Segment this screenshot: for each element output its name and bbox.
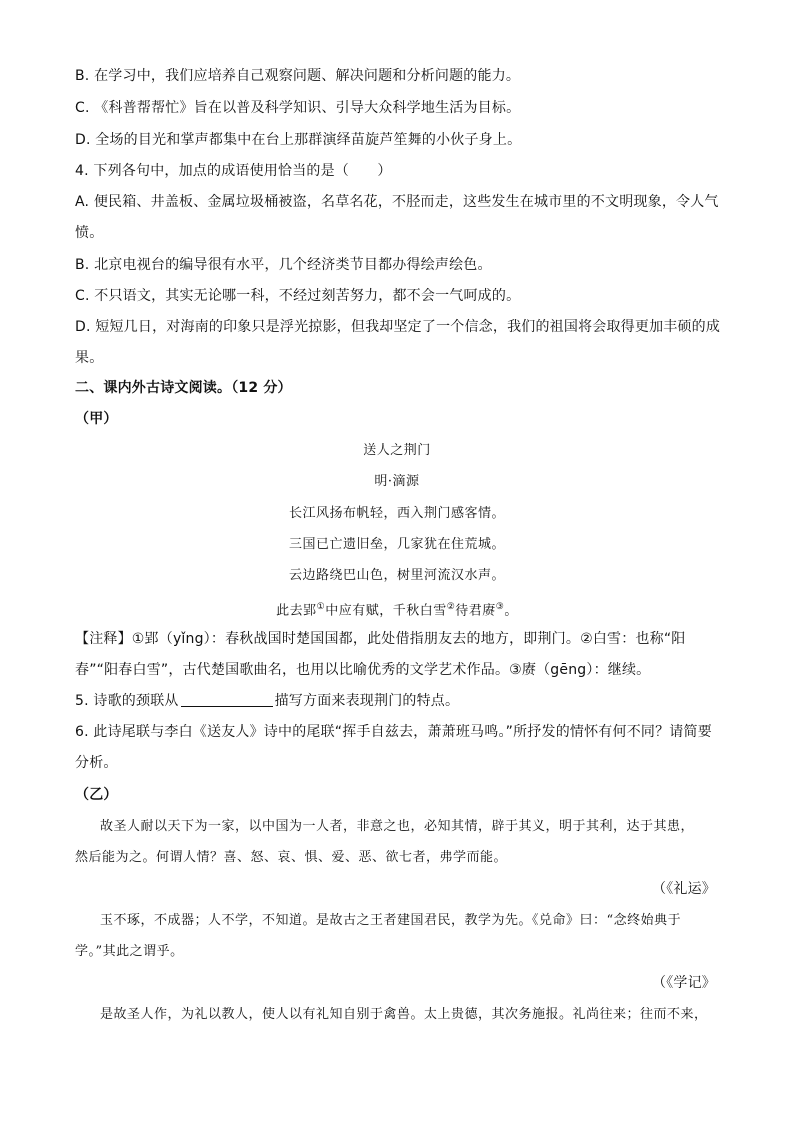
section-heading: 二、课内外古诗文阅读。（12 分） (75, 380, 292, 396)
option-d-q3: D. 全场的目光和掌声都集中在台上那群演绎苗旋芦笙舞的小伙子身上。 (75, 132, 522, 148)
poem-line-1: 长江风扬布帆轻，西入荆门感客情。 (288, 506, 505, 521)
notes-line-2: 春”“阳春白雪”，古代楚国歌曲名，也用以比喻优秀的文学艺术作品。③赓（gēng）：继续。 (75, 662, 651, 678)
option-d-q4-line1: D. 短短几日，对海南的印象只是浮光掠影，但我却坚定了一个信念，我们的祖国将会取得更加丰硕的成 (75, 319, 721, 335)
answer-blank[interactable] (181, 692, 273, 707)
passage-2-line2: 学。”其此之谓乎。 (75, 944, 184, 959)
poem-line-4-end: 。 (504, 603, 518, 619)
question-5 (75, 691, 725, 711)
poem-line-3: 云边路绕巴山色，树里河流汉水声。 (288, 568, 505, 583)
question-5-suffix: 描写方面来表现荆门的特点。 (274, 693, 460, 709)
part-jia-label: （甲） (75, 411, 118, 427)
option-b-q3: B. 在学习中，我们应培养自己观察问题、解决问题和分析问题的能力。 (75, 68, 521, 84)
poem-title: 送人之荆门 (363, 443, 431, 458)
question-5-prefix: 5. 诗歌的颈联从 (75, 693, 179, 709)
option-a-q4-line2: 愤。 (75, 225, 104, 241)
option-b-q4: B. 北京电视台的编导很有水平，几个经济类节目都办得绘声绘色。 (75, 257, 492, 273)
passage-1-line2: 然后能为之。何谓人情？喜、怒、哀、惧、爱、恶、欲七者，弗学而能。 (75, 850, 508, 865)
note-marker-3: ③ (495, 602, 505, 612)
poem-line-4-part2: 中应有赋，千秋白雪 (325, 603, 447, 619)
passage-3-line1: 是故圣人作，为礼以教人，使人以有礼知自别于禽兽。太上贵德，其次务施报。礼尚往来；往而不来， (100, 1007, 708, 1022)
poem-line-4-part3: 待君赓 (455, 603, 496, 619)
poem-line-4 (0, 597, 794, 621)
passage-1-line1: 故圣人耐以天下为一家，以中国为一人者，非意之也，必知其情，辟于其义，明于其利，达于其患， (100, 819, 695, 834)
note-marker-2: ② (446, 602, 456, 612)
option-c-q4: C. 不只语文，其实无论哪一科，不经过刻苦努力，都不会一气呵成的。 (75, 288, 521, 304)
question-6-line1: 6. 此诗尾联与李白《送友人》诗中的尾联“挥手自兹去，萧萧班马鸣。”所抒发的情怀有何不同？请简要 (75, 724, 712, 740)
poem-line-2: 三国已亡遗旧垒，几家犹在住荒城。 (288, 537, 505, 552)
part-yi-label: （乙） (75, 787, 118, 803)
option-a-q4-line1: A. 便民箱、井盖板、金属垃圾桶被盗，名草名花，不胫而走，这些发生在城市里的不文明现象，令人气 (75, 194, 719, 210)
poem-author: 明·滴源 (374, 474, 420, 489)
question-4: 4. 下列各句中，加点的成语使用恰当的是（ ） (75, 163, 392, 179)
question-6-line2: 分析。 (75, 755, 118, 771)
source-xueji: （《学记》 (652, 975, 716, 991)
source-liyun: （《礼运》 (652, 881, 716, 897)
notes-line-1: 【注释】①郢（yǐng）：春秋战国时楚国国都，此处借指朋友去的地方，即荆门。②白雪：也称“阳 (75, 631, 686, 647)
option-d-q4-line2: 果。 (75, 350, 104, 366)
note-marker-1: ① (316, 602, 326, 612)
poem-line-4-part1: 此去郢 (276, 603, 317, 619)
option-c-q3: C. 《科普帮帮忙》旨在以普及科学知识、引导大众科学地生活为目标。 (75, 100, 521, 116)
passage-2-line1: 玉不琢，不成器；人不学，不知道。是故古之王者建国君民，教学为先。《兑命》曰：“念终始典于 (100, 913, 682, 928)
